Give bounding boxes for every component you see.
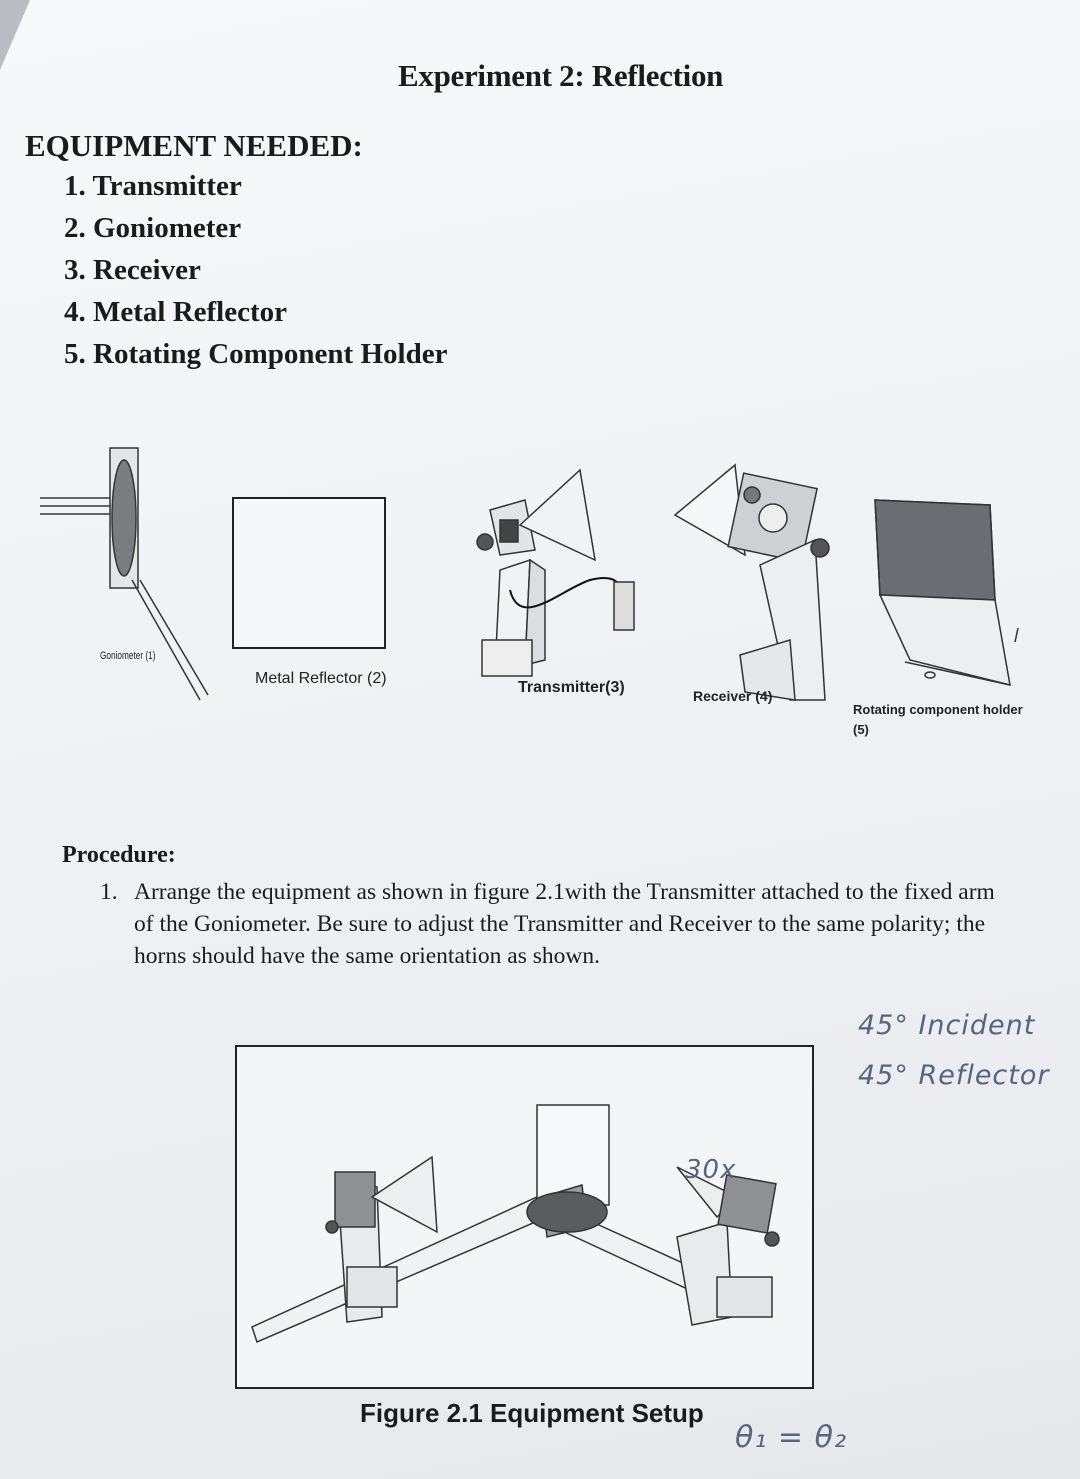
transmitter-illustration [477, 470, 634, 676]
equipment-item: 3. Receiver [64, 254, 201, 286]
handwritten-incident: 45° Incident [858, 1010, 1036, 1041]
equipment-item: 2. Goniometer [64, 212, 242, 244]
page-title: Experiment 2: Reflection [398, 58, 724, 93]
procedure-heading: Procedure: [62, 842, 176, 868]
procedure-step [100, 876, 1020, 972]
goniometer-illustration [40, 448, 208, 700]
goniometer-arms [252, 1197, 747, 1342]
handwritten-equation: θ₁ = θ₂ [735, 1420, 847, 1455]
procedure-step-text: Arrange the equipment as shown in figure 2.1with the Transmitter attached to the fixed arm of the Goniometer. Be sure to adjust the Transmitter and Receiver to the same polarity; the horns should have the same orientation as shown. [134, 879, 995, 969]
procedure-step-number: 1. [100, 879, 118, 905]
equipment-list [64, 170, 447, 380]
setup-reflector [527, 1105, 609, 1237]
handwritten-reflector: 45° Reflector [858, 1060, 1050, 1091]
equipment-item: 4. Metal Reflector [64, 296, 288, 328]
rotating-holder-illustration [875, 500, 1018, 685]
page-corner-shadow [0, 0, 30, 70]
rotating-holder-number: (5) [853, 722, 869, 737]
equipment-setup-figure [235, 1045, 814, 1389]
equipment-item: 5. Rotating Component Holder [64, 338, 448, 370]
procedure-list [100, 876, 1020, 972]
transmitter-label: Transmitter(3) [518, 679, 625, 696]
equipment-illustrations [0, 430, 1080, 750]
rotating-holder-label: Rotating component holder [853, 702, 1023, 717]
setup-receiver [677, 1167, 779, 1325]
goniometer-label: Goniometer (1) [100, 650, 156, 662]
metal-reflector-label: Metal Reflector (2) [255, 670, 387, 687]
metal-reflector-illustration [233, 498, 385, 648]
receiver-label: Receiver (4) [693, 688, 773, 704]
handwritten-30x: 30x [685, 1155, 737, 1185]
equipment-heading: EQUIPMENT NEEDED: [25, 128, 363, 163]
figure-caption: Figure 2.1 Equipment Setup [360, 1398, 704, 1428]
equipment-item: 1. Transmitter [64, 170, 242, 202]
receiver-illustration [675, 465, 829, 700]
